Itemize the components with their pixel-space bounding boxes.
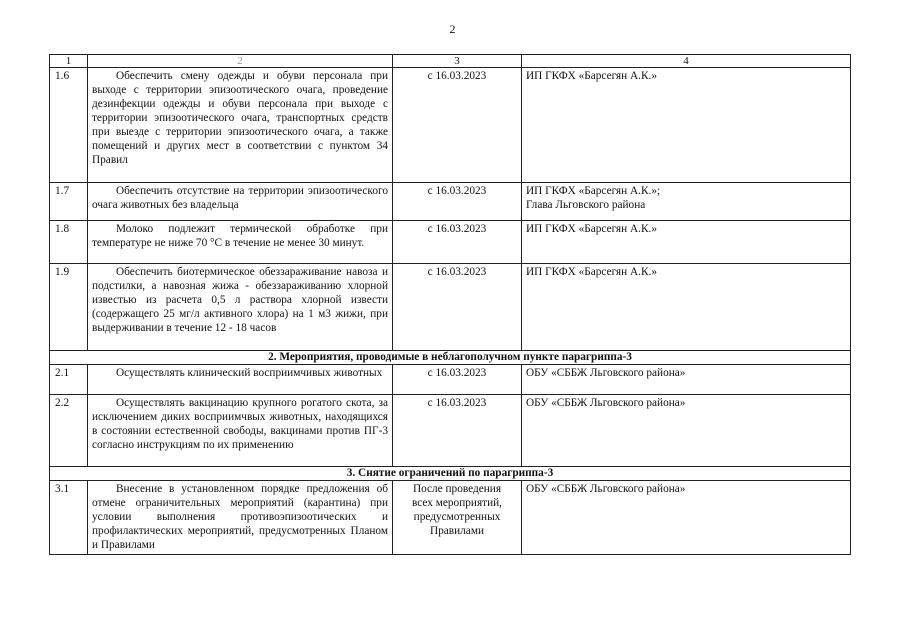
date-line: всех мероприятий, xyxy=(411,497,502,509)
responsible-line: ИП ГКФХ «Барсегян А.К.»; xyxy=(526,185,661,197)
row-number: 2.2 xyxy=(50,395,88,467)
row-responsible xyxy=(522,481,851,555)
row-number: 1.9 xyxy=(50,264,88,351)
row-date: с 16.03.2023 xyxy=(393,395,522,467)
row-number: 1.7 xyxy=(50,183,88,221)
row-number: 1.6 xyxy=(50,68,88,183)
row-responsible xyxy=(522,365,851,395)
section-row xyxy=(50,467,851,481)
row-number: 3.1 xyxy=(50,481,88,555)
row-date xyxy=(393,481,522,555)
responsible-line: ИП ГКФХ «Барсегян А.К.» xyxy=(526,223,657,235)
responsible-line: Глава Льговского района xyxy=(526,199,646,211)
row-measure: Осуществлять клинический восприимчивых животных xyxy=(88,365,393,395)
table-row xyxy=(50,481,851,555)
row-date: с 16.03.2023 xyxy=(393,68,522,183)
responsible-line: ОБУ «СББЖ Льговского района» xyxy=(526,483,686,495)
responsible-line: ИП ГКФХ «Барсегян А.К.» xyxy=(526,70,657,82)
row-measure: Обеспечить отсутствие на территории эпизоотического очага животных без владельца xyxy=(88,183,393,221)
responsible-line: ОБУ «СББЖ Льговского района» xyxy=(526,397,686,409)
responsible-line: ОБУ «СББЖ Льговского района» xyxy=(526,367,686,379)
date-line: предусмотренных xyxy=(413,511,501,523)
table-row xyxy=(50,221,851,264)
table-row xyxy=(50,365,851,395)
row-responsible xyxy=(522,68,851,183)
table-row xyxy=(50,183,851,221)
header-col-4: 4 xyxy=(522,55,851,68)
section-row xyxy=(50,351,851,365)
row-date: с 16.03.2023 xyxy=(393,264,522,351)
header-col-3: 3 xyxy=(393,55,522,68)
row-number: 1.8 xyxy=(50,221,88,264)
table-row xyxy=(50,395,851,467)
row-measure: Осуществлять вакцинацию крупного рогатого скота, за исключением диких восприимчвых животных, находящихся в состоянии естественной свободы, вакцинами против ПГ-3 согласно инструкциям по их применению xyxy=(88,395,393,467)
row-date: с 16.03.2023 xyxy=(393,365,522,395)
row-measure: Молоко подлежит термической обработке при температуре не ниже 70 °С в течение не менее 30 минут. xyxy=(88,221,393,264)
row-date: с 16.03.2023 xyxy=(393,221,522,264)
date-line: Правилами xyxy=(429,525,485,537)
page-number: 2 xyxy=(449,22,456,36)
row-responsible xyxy=(522,264,851,351)
row-number: 2.1 xyxy=(50,365,88,395)
row-measure: Обеспечить смену одежды и обуви персонала при выходе с территории эпизоотического очага, проведение дезинфекции одежды и обуви персонала при выходе с территории эпизоотического очага, транспортных средств при выезде с территории эпизоотического очага, а также помещений и других мест в соответствии с пунктом 34 Правил xyxy=(88,68,393,183)
row-date: с 16.03.2023 xyxy=(393,183,522,221)
responsible-line: ИП ГКФХ «Барсегян А.К.» xyxy=(526,266,657,278)
header-col-1: 1 xyxy=(50,55,88,68)
date-line: После проведения xyxy=(412,483,502,495)
table-row xyxy=(50,68,851,183)
table-header-row xyxy=(50,55,851,68)
measures-table xyxy=(49,54,851,555)
section-heading: 3. Снятие ограничений по парагриппа-3 xyxy=(50,467,851,481)
row-responsible xyxy=(522,183,851,221)
header-col-2: 2 xyxy=(88,55,393,68)
row-measure: Обеспечить биотермическое обеззараживание навоза и подстилки, а навозная жижа - обеззараживанию хлорной известью из расчета 0,5 л раствора хлорной извести (содержащего 25 мг/л активного хлора) на 1 м3 жижи, при выдерживании в течение 12 - 18 часов xyxy=(88,264,393,351)
row-responsible xyxy=(522,221,851,264)
row-responsible xyxy=(522,395,851,467)
section-heading: 2. Мероприятия, проводимые в неблагополучном пункте парагриппа-3 xyxy=(50,351,851,365)
row-measure: Внесение в установленном порядке предложения об отмене ограничительных мероприятий (карантина) при условии выполнения противоэпизоотических и профилактических мероприятий, предусмотренных Планом и Правилами xyxy=(88,481,393,555)
table-row xyxy=(50,264,851,351)
